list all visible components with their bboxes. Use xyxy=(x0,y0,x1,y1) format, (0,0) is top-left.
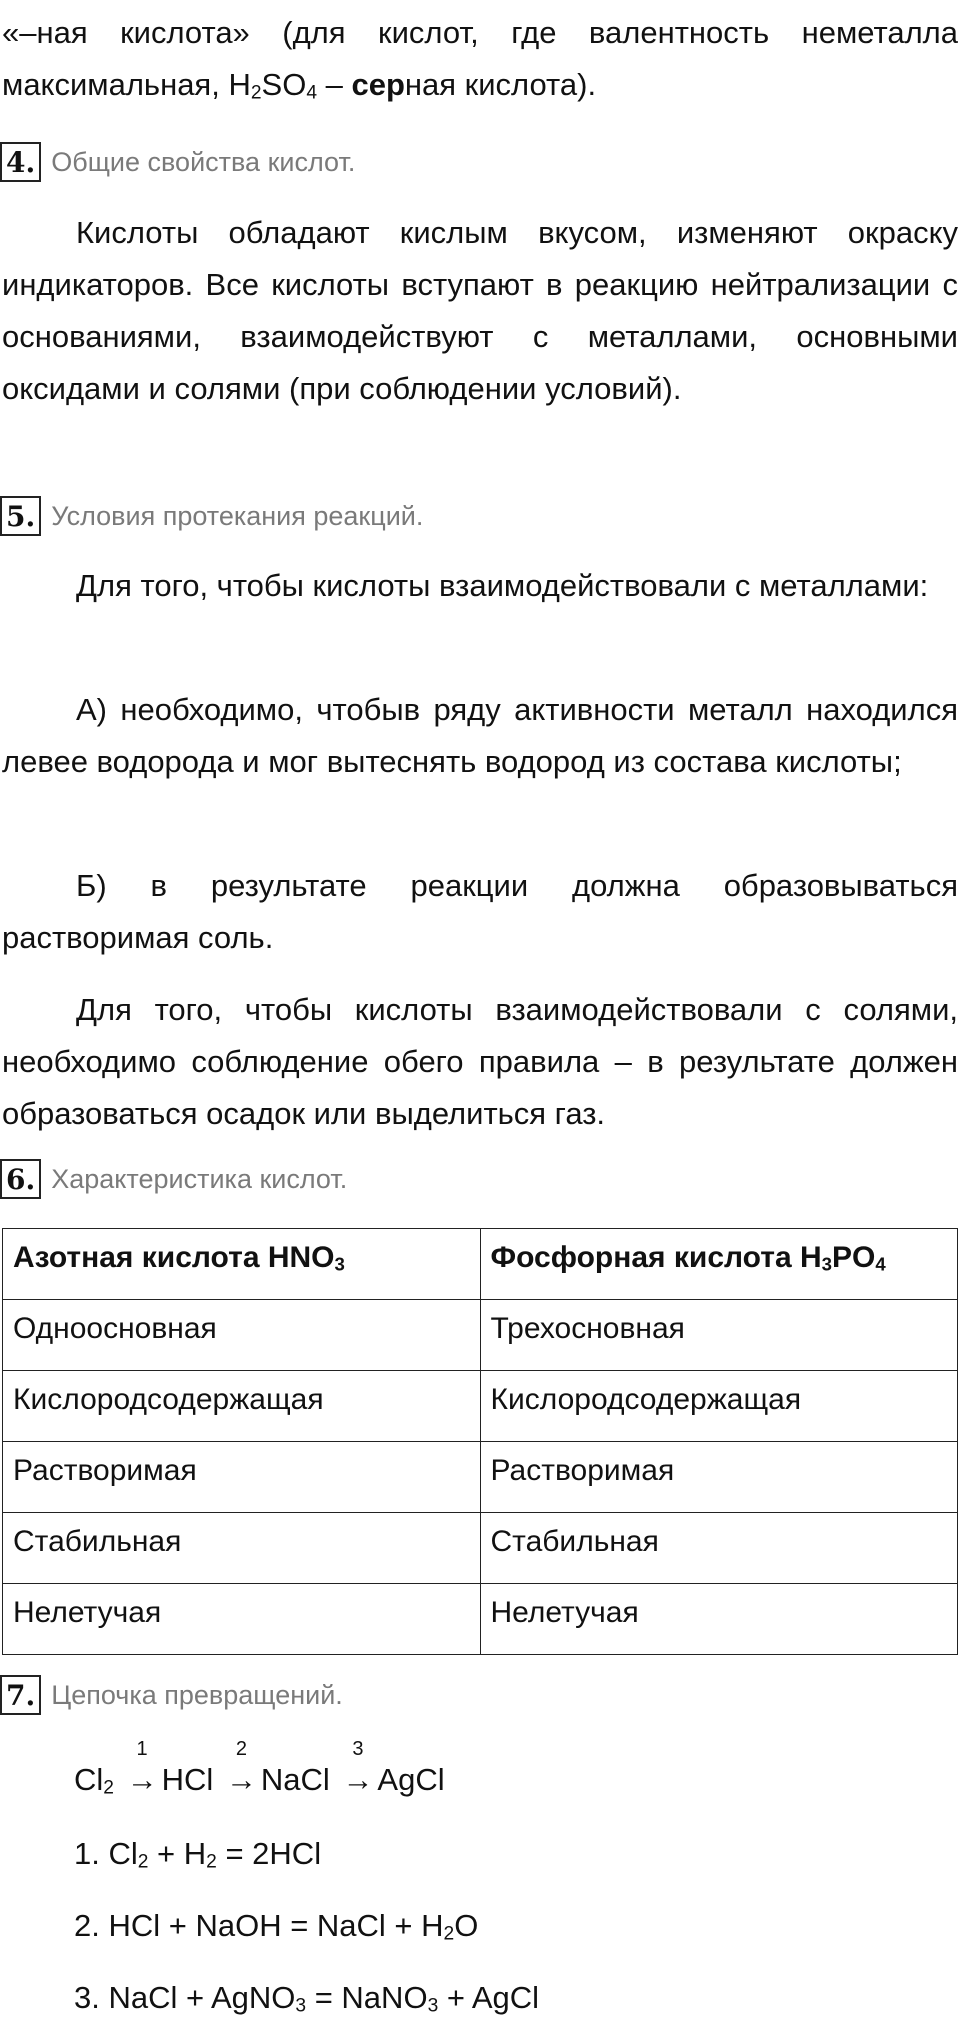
acids-comparison-table xyxy=(2,1228,958,1655)
section-4-heading xyxy=(0,138,355,186)
equation-1: 1. $Cl_2 + H_2 = 2HCl$ xyxy=(74,1836,322,1873)
arrow-icon: 3 → xyxy=(342,1738,374,1797)
table-cell: Нелетучая xyxy=(480,1584,958,1655)
table-header-row xyxy=(3,1229,958,1300)
section-number: 7. xyxy=(0,1675,41,1715)
section-5-paragraph-1: Для того, чтобы кислоты взаимодействовали с металлами: xyxy=(76,568,929,603)
section-number: 4. xyxy=(0,142,41,182)
section-5-heading xyxy=(0,492,423,540)
arrow-icon: 2 → xyxy=(225,1738,257,1797)
table-cell: Одноосновная xyxy=(3,1300,481,1371)
section-title: Условия протекания реакций. xyxy=(51,500,424,531)
table-cell: Стабильная xyxy=(3,1513,481,1584)
table-row xyxy=(3,1300,958,1371)
table-cell: Кислородсодержащая xyxy=(480,1371,958,1442)
table-row xyxy=(3,1371,958,1442)
table-cell: Трехосновная xyxy=(480,1300,958,1371)
section-5-paragraph-4: Для того, чтобы кислоты взаимодействовали с солями, необходимо соблюдение обего правила – в результате должен образоваться осадок или выделиться газ. xyxy=(2,992,958,1131)
section-title: Цепочка превращений. xyxy=(51,1679,343,1710)
section-7-heading xyxy=(0,1671,343,1719)
section-title: Общие свойства кислот. xyxy=(51,146,356,177)
table-cell: Растворимая xyxy=(480,1442,958,1513)
section-5-paragraph-2: А) необходимо, чтобыв ряду активности металл находился левее водорода и мог вытеснять водород из состава кислоты; xyxy=(2,692,958,779)
table-cell: Стабильная xyxy=(480,1513,958,1584)
section-6-heading xyxy=(0,1155,347,1203)
section-title: Характеристика кислот. xyxy=(51,1163,348,1194)
table-row xyxy=(3,1442,958,1513)
table-cell: Кислородсодержащая xyxy=(3,1371,481,1442)
table-cell: Растворимая xyxy=(3,1442,481,1513)
table-header-nitric: Азотная кислота $HNO_3$ xyxy=(3,1229,481,1300)
transformation-chain: $Cl_2$ 1 → HCl 2 → NaCl 3 → AgCl xyxy=(74,1738,445,1799)
equation-2: 2. HCl + NaOH = NaCl + $H_2O$ xyxy=(74,1908,479,1945)
table-row xyxy=(3,1584,958,1655)
table-row xyxy=(3,1513,958,1584)
section-4-text: Кислоты обладают кислым вкусом, изменяют окраску индикаторов. Все кислоты вступают в реакцию нейтрализации с основаниями, взаимодействуют с металлами, основными оксидами и солями (при соблюдении условий). xyxy=(2,215,958,406)
equation-3: 3. NaCl + AgNO$_3$ = NaNO$_3$ + AgCl xyxy=(74,1980,540,2017)
section-5-paragraph-3: Б) в результате реакции должна образовываться растворимая соль. xyxy=(2,868,958,955)
table-header-phosphoric: Фосфорная кислота $H_3PO_4$ xyxy=(480,1229,958,1300)
section-number: 6. xyxy=(0,1159,41,1199)
arrow-icon: 1 → xyxy=(126,1738,158,1797)
section-number: 5. xyxy=(0,496,41,536)
table-cell: Нелетучая xyxy=(3,1584,481,1655)
intro-paragraph: «–ная кислота» (для кислот, где валентность неметалла максимальная, $H_2SO_4$ – серная кислота). xyxy=(2,15,958,104)
